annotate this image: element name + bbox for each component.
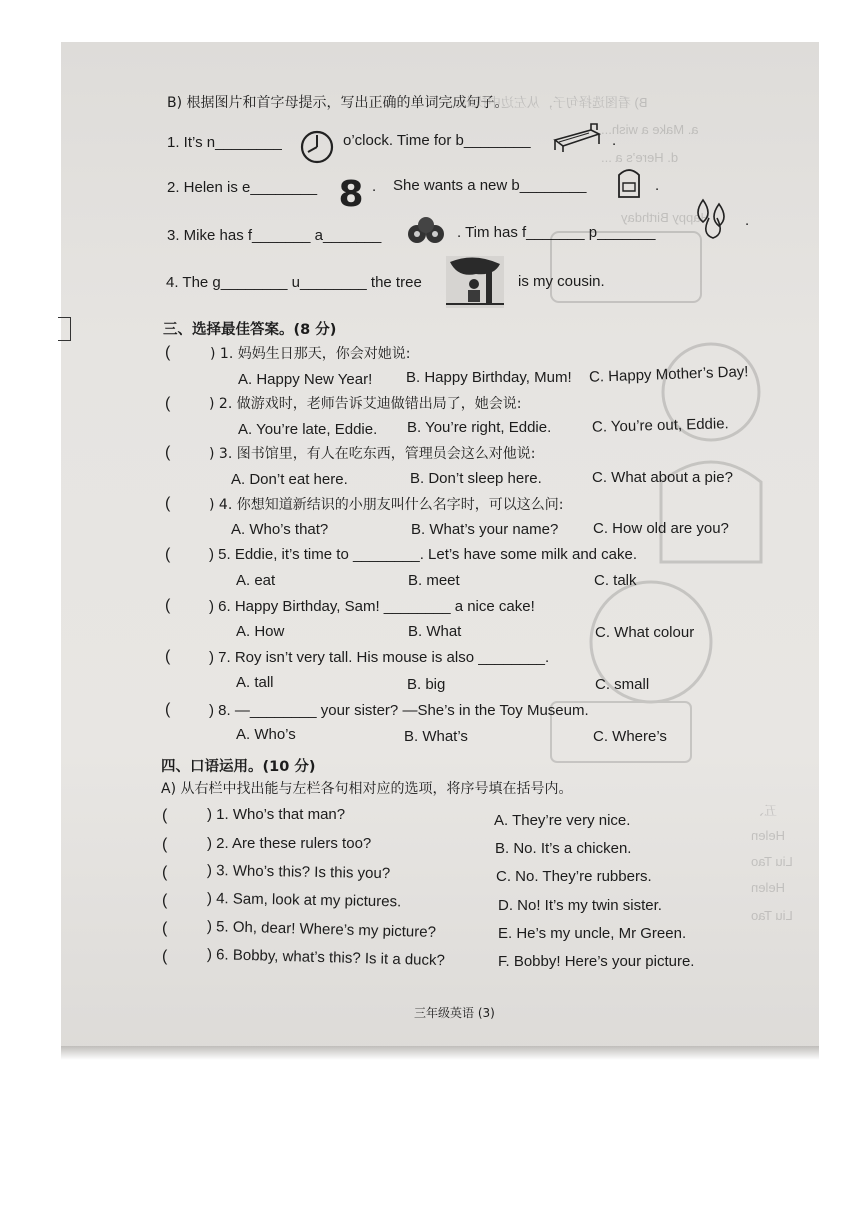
b-item-3-text-2: . Tim has f_______ p_______: [457, 224, 656, 241]
question-4: ) 4. 你想知道新结识的小朋友叫什么名字时，可以这么问:: [209, 497, 564, 513]
option-3c[interactable]: C. What about a pie?: [592, 469, 733, 486]
section-4-instruction: A) 从右栏中找出能与左栏各句相对应的选项，将序号填在括号内。: [161, 781, 573, 797]
tree-girl-icon: [446, 256, 504, 308]
b-item-2-end: .: [655, 177, 660, 194]
b-item-2-text-2: She wants a new b________: [393, 177, 587, 194]
pears-icon: [691, 196, 735, 242]
next-page-edge: [61, 1046, 819, 1060]
option-1a[interactable]: A. Happy New Year!: [238, 371, 373, 388]
match-right-e: E. He’s my uncle, Mr Green.: [498, 925, 687, 942]
page-footer: 三年级英语 (3): [414, 1006, 495, 1020]
answer-bracket[interactable]: (: [162, 892, 168, 909]
option-1c[interactable]: C. Happy Mother’s Day!: [588, 363, 749, 386]
b-item-1-text-2: o’clock. Time for b________: [343, 132, 531, 149]
bleed-text: Helen: [751, 880, 785, 895]
match-right-b: B. No. It’s a chicken.: [495, 840, 632, 857]
match-right-f: F. Bobby! Here’s your picture.: [498, 953, 695, 970]
match-right-d: D. No! It’s my twin sister.: [498, 897, 662, 914]
option-2b[interactable]: B. You’re right, Eddie.: [407, 419, 552, 436]
option-5b[interactable]: B. meet: [408, 572, 460, 589]
section-b-heading: B) 根据图片和首字母提示，写出正确的单词完成句子。: [167, 95, 509, 111]
answer-bracket[interactable]: (: [165, 648, 171, 665]
option-4b[interactable]: B. What’s your name?: [411, 521, 559, 538]
question-7: ) 7. Roy isn’t very tall. His mouse is also ________.: [209, 649, 550, 666]
bleed-text: Liu Tao: [751, 854, 793, 869]
answer-bracket[interactable]: (: [162, 948, 168, 965]
b-item-3-text: 3. Mike has f_______ a_______: [167, 227, 382, 244]
match-left-2: ) 2. Are these rulers too?: [207, 835, 372, 852]
question-2: ) 2. 做游戏时，老师告诉艾迪做错出局了，她会说:: [209, 396, 522, 412]
option-7a[interactable]: A. tall: [236, 674, 274, 691]
option-8c[interactable]: C. Where’s: [593, 728, 667, 745]
option-6a[interactable]: A. How: [236, 623, 285, 640]
schoolbag-icon: [611, 165, 647, 201]
question-5: ) 5. Eddie, it’s time to ________. Let’s have some milk and cake.: [209, 546, 638, 563]
bleed-text: B) 看图选择句子，从左边中找出...: [451, 95, 648, 110]
option-8a[interactable]: A. Who’s: [236, 726, 296, 743]
question-8: ) 8. —________ your sister? —She’s in the Toy Museum.: [209, 702, 589, 719]
b-item-4-text-2: is my cousin.: [518, 273, 605, 290]
answer-bracket[interactable]: (: [162, 807, 168, 824]
match-right-a: A. They’re very nice.: [494, 812, 631, 829]
answer-bracket[interactable]: (: [162, 836, 168, 853]
option-5c[interactable]: C. talk: [594, 572, 637, 589]
apples-icon: [405, 214, 449, 248]
option-3b[interactable]: B. Don’t sleep here.: [410, 470, 542, 487]
option-4c[interactable]: C. How old are you?: [593, 520, 729, 537]
b-item-4-text: 4. The g________ u________ the tree: [166, 274, 422, 291]
answer-bracket[interactable]: (: [165, 701, 171, 718]
answer-bracket[interactable]: (: [165, 597, 171, 614]
question-6: ) 6. Happy Birthday, Sam! ________ a nice cake!: [209, 598, 535, 615]
scanned-page: [61, 42, 819, 1052]
answer-bracket[interactable]: (: [162, 864, 168, 881]
b-item-1-end: .: [612, 132, 617, 149]
b-item-1-text: 1. It’s n________: [167, 134, 282, 151]
clock-icon: [299, 130, 335, 164]
option-7b[interactable]: B. big: [407, 676, 446, 693]
bed-icon: [551, 122, 603, 154]
answer-bracket[interactable]: (: [165, 495, 171, 512]
section-3-heading: 三、选择最佳答案。(8 分): [163, 322, 337, 338]
answer-bracket[interactable]: (: [165, 344, 171, 361]
option-2c[interactable]: C. You’re out, Eddie.: [591, 415, 729, 436]
question-1: ) 1. 妈妈生日那天，你会对她说:: [210, 346, 411, 362]
option-4a[interactable]: A. Who’s that?: [231, 521, 329, 538]
bleed-illustration: [531, 222, 791, 782]
option-2a[interactable]: A. You’re late, Eddie.: [238, 421, 378, 438]
match-left-6: ) 6. Bobby, what’s this? Is it a duck?: [206, 946, 446, 970]
b-item-2-dot: .: [372, 178, 377, 195]
number-eight-icon: [337, 174, 365, 210]
b-item-2-text: 2. Helen is e________: [167, 179, 318, 196]
margin-box: [58, 317, 71, 341]
option-1b[interactable]: B. Happy Birthday, Mum!: [406, 369, 572, 386]
svg-text:8: 8: [338, 174, 364, 210]
match-left-5: ) 5. Oh, dear! Where’s my picture?: [206, 918, 437, 941]
match-right-c: C. No. They’re rubbers.: [496, 868, 652, 885]
b-item-3-end: .: [745, 212, 750, 229]
answer-bracket[interactable]: (: [165, 395, 171, 412]
answer-bracket[interactable]: (: [165, 546, 171, 563]
option-6b[interactable]: B. What: [408, 623, 462, 640]
section-4-heading: 四、口语运用。(10 分): [161, 759, 316, 775]
bleed-text: 五、: [751, 803, 778, 818]
bleed-text: a. Make a wish...: [601, 122, 699, 137]
option-8b[interactable]: B. What’s: [404, 728, 468, 745]
option-6c[interactable]: C. What colour: [595, 624, 695, 641]
bleed-text: d. Here’s a ...: [601, 150, 679, 165]
option-7c[interactable]: C. small: [595, 676, 650, 693]
bleed-text: Helen: [751, 828, 785, 843]
answer-bracket[interactable]: (: [165, 444, 171, 461]
option-3a[interactable]: A. Don’t eat here.: [231, 471, 348, 488]
option-5a[interactable]: A. eat: [236, 572, 276, 589]
match-left-3: ) 3. Who’s this? Is this you?: [206, 862, 391, 883]
answer-bracket[interactable]: (: [162, 920, 168, 937]
bleed-text: Liu Tao: [751, 908, 793, 923]
question-3: ) 3. 图书馆里，有人在吃东西，管理员会这么对他说:: [209, 446, 536, 462]
match-left-1: ) 1. Who’s that man?: [207, 806, 346, 823]
match-left-4: ) 4. Sam, look at my pictures.: [206, 890, 402, 911]
bleed-text: Happy Birthday: [621, 210, 710, 225]
